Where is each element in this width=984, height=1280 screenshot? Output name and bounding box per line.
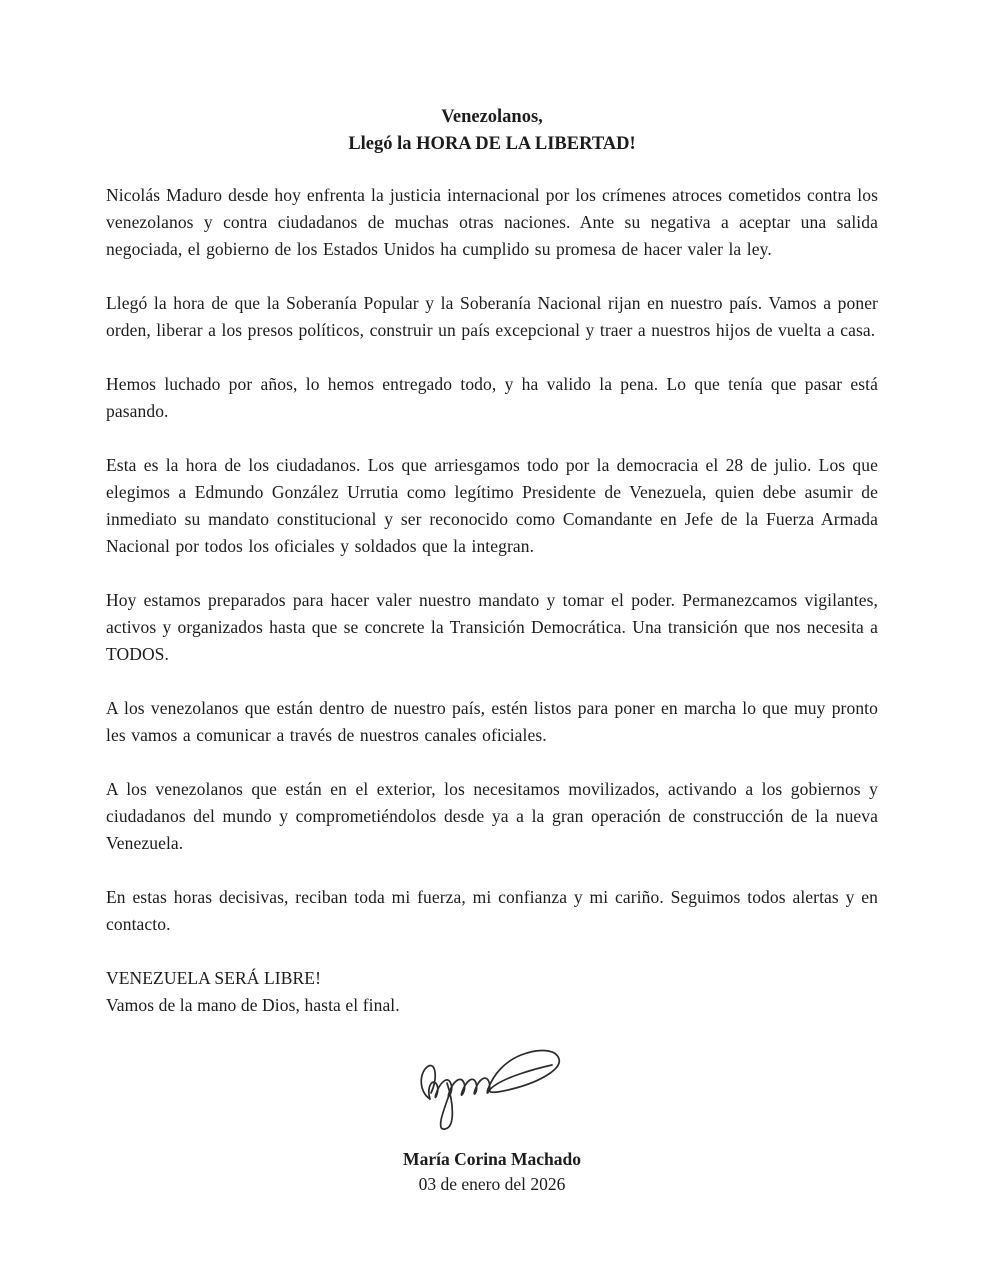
closing-line-2: Vamos de la mano de Dios, hasta el final. [106, 995, 400, 1015]
closing-line-1: VENEZUELA SERÁ LIBRE! [106, 968, 321, 988]
paragraph-struggle: Hemos luchado por años, lo hemos entregado todo, y ha valido la pena. Lo que tenía que pasar está pasando. [106, 374, 878, 421]
title-line-1: Venezolanos, [441, 107, 543, 127]
title-line-2: Llegó la HORA DE LA LIBERTAD! [348, 134, 636, 154]
handwritten-signature-icon [406, 1037, 571, 1133]
signature-date: 03 de enero del 2026 [418, 1174, 566, 1194]
paragraph-abroad: A los venezolanos que están en el exterior, los necesitamos movilizados, activando a los gobiernos y ciudadanos del mundo y comprometiéndolos desde ya a la gran operación de construcción de la nueva Venezuela. [106, 779, 878, 853]
closing-lines [106, 965, 878, 1019]
signature-block [106, 1037, 878, 1197]
paragraph-sovereignty: Llegó la hora de que la Soberanía Popular y la Soberanía Nacional rijan en nuestro país. Vamos a poner orden, liberar a los presos políticos, construir un país excepcional y traer a nuestros hijos de vuelta a casa. [106, 293, 878, 340]
paragraph-transition: Hoy estamos preparados para hacer valer nuestro mandato y tomar el poder. Permanezcamos vigilantes, activos y organizados hasta que se concrete la Transición Democrática. Una transición que nos necesita a TODOS. [106, 590, 878, 664]
paragraph-maduro-justice: Nicolás Maduro desde hoy enfrenta la justicia internacional por los crímenes atroces cometidos contra los venezolanos y contra ciudadanos de muchas otras naciones. Ante su negativa a aceptar una salida negociada, el gobierno de los Estados Unidos ha cumplido su promesa de hacer valer la ley. [106, 185, 878, 259]
signatory-name: María Corina Machado [403, 1149, 581, 1169]
paragraph-farewell: En estas horas decisivas, reciban toda mi fuerza, mi confianza y mi cariño. Seguimos todos alertas y en contacto. [106, 887, 878, 934]
letter-title [106, 104, 878, 158]
paragraph-inside-venezuela: A los venezolanos que están dentro de nuestro país, estén listos para poner en marcha lo que muy pronto les vamos a comunicar a través de nuestros canales oficiales. [106, 698, 878, 745]
paragraph-citizens-mandate: Esta es la hora de los ciudadanos. Los que arriesgamos todo por la democracia el 28 de julio. Los que elegimos a Edmundo González Urrutia como legítimo Presidente de Venezuela, quien debe asumir de inmediato su mandato constitucional y ser reconocido como Comandante en Jefe de la Fuerza Armada Nacional por todos los oficiales y soldados que la integran. [106, 455, 878, 556]
letter-content [106, 0, 878, 1197]
